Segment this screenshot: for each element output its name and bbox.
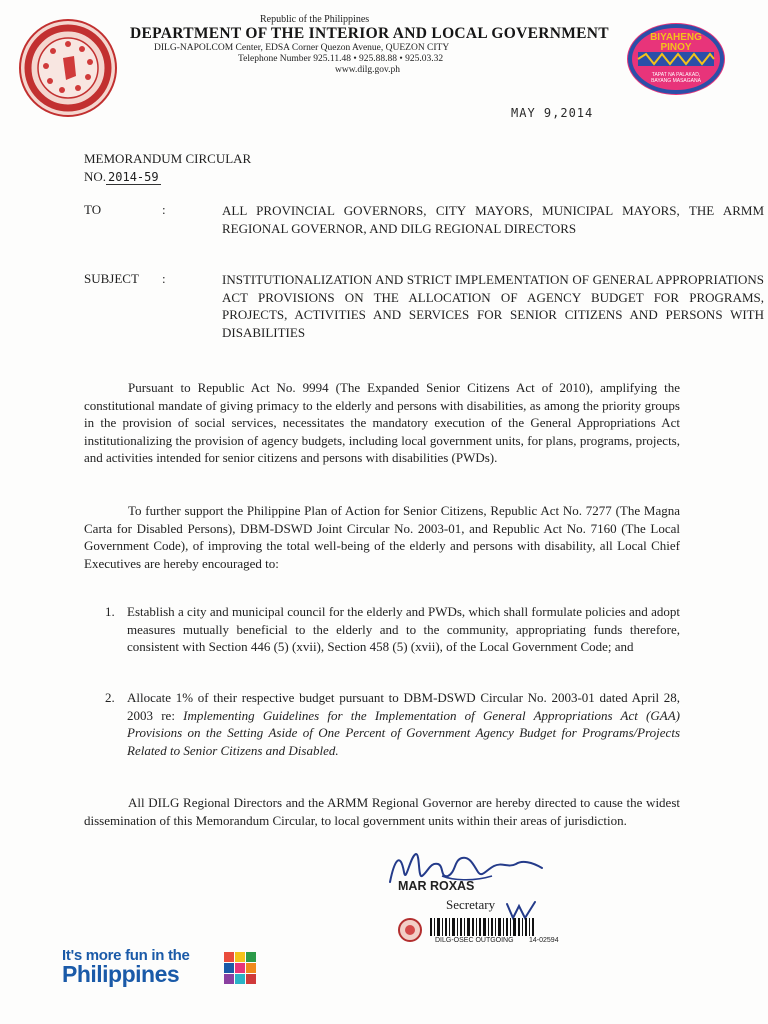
- slogan-main: Philippines: [62, 961, 180, 987]
- list-item-plain-text: Allocate 1% of their respective budget pursuant to DBM-DSWD Circular No. 2003-01 dated April 28, 2003 re:: [127, 690, 680, 723]
- svg-text:BIYAHENG: BIYAHENG: [650, 32, 702, 43]
- list-item: [105, 603, 680, 656]
- svg-text:PINOY: PINOY: [660, 42, 692, 53]
- memo-number-value: 2014-59: [108, 170, 159, 184]
- handwritten-signature: [382, 842, 552, 902]
- subject-label: SUBJECT: [84, 271, 139, 286]
- memo-number-label: NO.: [84, 169, 107, 184]
- svg-text:BAYANG MASAGANA: BAYANG MASAGANA: [651, 78, 701, 84]
- memo-heading: [84, 150, 251, 186]
- memo-date: MAY 9,2014: [511, 106, 594, 120]
- department-website: www.dilg.gov.ph: [335, 65, 401, 75]
- department-telephone: Telephone Number 925.11.48 • 925.88.88 • 925.03.32: [238, 54, 444, 64]
- barcode-icon: [430, 918, 534, 936]
- memo-number-line: [84, 168, 251, 186]
- dilg-seal-icon: [18, 18, 118, 118]
- svg-text:TAPAT NA PALAKAD,: TAPAT NA PALAKAD,: [651, 72, 701, 78]
- subject-text: INSTITUTIONALIZATION AND STRICT IMPLEMENTATION OF GENERAL APPROPRIATIONS ACT PROVISIONS ON THE ALLOCATION OF AGENCY BUDGET FOR PROGRAMS, PROJECTS, ACTIVITIES AND SERVICES FOR SENIOR CITIZENS AND PERSONS WITH DISABILITIES: [222, 272, 764, 340]
- body-paragraph-3: All DILG Regional Directors and the ARMM Regional Governor are hereby directed to cause the widest dissemination of this Memorandum Circular, to local government units within their areas of jurisdiction.: [84, 795, 680, 828]
- list-item-italic-title: Implementing Guidelines for the Implementation of General Appropriations Act (GAA) Provisions on the Setting Aside of One Percent of Government Agency Budget for Programs/Projects Related to Senior Citizens and Disabled.: [127, 707, 680, 758]
- republic-line: Republic of the Philippines: [260, 14, 370, 25]
- list-item-number: 2.: [105, 690, 115, 705]
- body-paragraph-2: To further support the Philippine Plan of Action for Senior Citizens, Republic Act No. 7277 (The Magna Carta for Disabled Persons), DBM-DSWD Joint Circular No. 2003-01, and Republic Act No. 7160 (The Local Government Code), of improving the total well-being of the elderly and persons with disability, all Local Chief Executives are hereby encouraged to:: [84, 503, 680, 571]
- to-label: TO: [84, 202, 102, 217]
- memo-type: MEMORANDUM CIRCULAR: [84, 151, 252, 166]
- list-item-text: [127, 689, 680, 759]
- department-address: DILG-NAPOLCOM Center, EDSA Corner Quezon Avenue, QUEZON CITY: [154, 43, 450, 53]
- signatory-name: MAR ROXAS: [398, 879, 475, 893]
- stamp-label: DILG-OSEC OUTGOING: [435, 937, 514, 944]
- to-recipients: ALL PROVINCIAL GOVERNORS, CITY MAYORS, MUNICIPAL MAYORS, THE ARMM REGIONAL GOVERNOR, AND DILG REGIONAL DIRECTORS: [222, 203, 764, 236]
- list-item-text: Establish a city and municipal council for the elderly and PWDs, which shall formulate policies and adopt measures mutually beneficial to the elderly and to the community, appropriating funds therefore, consistent with Section 446 (5) (xvii), Section 458 (5) (xvii), of the Local Government Code; and: [127, 604, 680, 654]
- list-item: [105, 689, 680, 759]
- subject-colon: :: [162, 271, 166, 286]
- outgoing-stamp-seal-icon: [398, 918, 422, 942]
- stamp-number: 14-02594: [529, 937, 559, 944]
- list-item-number: 1.: [105, 604, 115, 619]
- to-colon: :: [162, 202, 166, 217]
- tourism-mosaic-icon: [222, 950, 258, 986]
- body-paragraph-1: Pursuant to Republic Act No. 9994 (The Expanded Senior Citizens Act of 2010), amplifying the constitutional mandate of giving primacy to the elderly and persons with disabilities, as among the priority groups in the provision of social services, necessitates the mandatory execution of the General Appropriations Act institutionalizing the provision of agency budgets, including local government units, for plans, programs, projects, and activities intended for senior citizens and persons with disabilities (PWDs).: [84, 380, 680, 465]
- biyaheng-pinoy-badge-icon: [626, 22, 726, 96]
- department-name: DEPARTMENT OF THE INTERIOR AND LOCAL GOVERNMENT: [130, 25, 609, 42]
- letterhead: [130, 14, 630, 76]
- slogan-top: It's more fun in the: [62, 947, 190, 964]
- signatory-title: Secretary: [446, 897, 496, 912]
